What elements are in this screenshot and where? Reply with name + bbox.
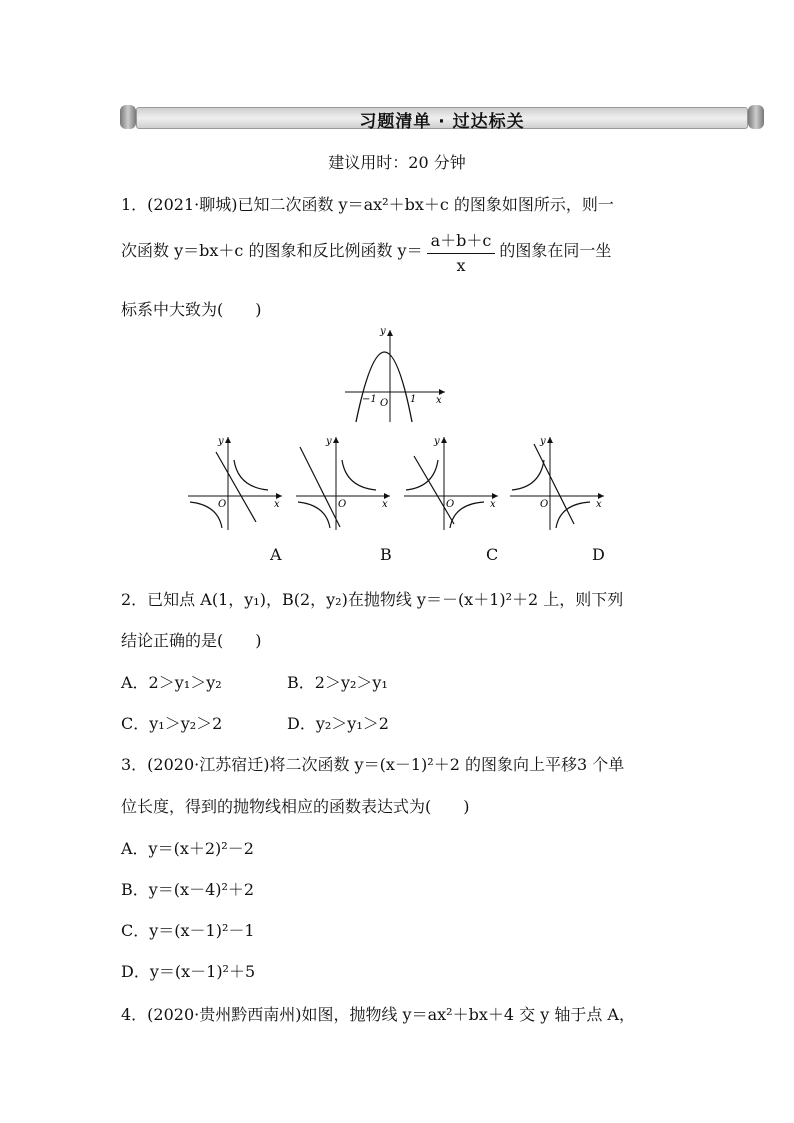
hyperbola-lower bbox=[450, 502, 484, 528]
q2-option-b: B．2＞y₂＞y₁ bbox=[287, 673, 388, 692]
y-axis-arrow bbox=[333, 437, 339, 443]
q3-option-c: C．y＝(x－1)²－1 bbox=[121, 921, 255, 940]
y-axis-label: y bbox=[434, 436, 440, 447]
q2-option-c: C．y₁＞y₂＞2 bbox=[121, 714, 223, 733]
line-graph bbox=[414, 456, 454, 524]
q1-fraction bbox=[427, 228, 496, 275]
q2-option-d: D．y₂＞y₁＞2 bbox=[287, 714, 389, 733]
q3-option-a: A．y＝(x＋2)²－2 bbox=[121, 839, 254, 858]
option-c-graph bbox=[402, 432, 502, 532]
hyperbola-upper bbox=[234, 460, 268, 490]
hyperbola-lower bbox=[298, 502, 330, 528]
origin-label: O bbox=[380, 398, 389, 409]
hyperbola-upper bbox=[342, 460, 376, 490]
q1-line1: 1．(2021·聊城)已知二次函数 y＝ax²＋bx＋c 的图象如图所示，则一 bbox=[121, 195, 614, 214]
origin-label: O bbox=[540, 499, 549, 510]
q3-line1: 3．(2020·江苏宿迁)将二次函数 y＝(x－1)²＋2 的图象向上平移3 个单 bbox=[121, 755, 625, 774]
option-a-graph bbox=[186, 432, 286, 532]
option-c-label: C bbox=[486, 545, 499, 564]
hyperbola-upper bbox=[406, 460, 438, 490]
x-axis-label: x bbox=[274, 499, 280, 510]
option-d-graph bbox=[508, 432, 608, 532]
q3-line2: 位长度，得到的抛物线相应的函数表达式为( ) bbox=[121, 797, 470, 816]
x-axis-label: x bbox=[596, 499, 602, 510]
tick-one: 1 bbox=[410, 394, 417, 405]
line-graph bbox=[300, 447, 340, 527]
q4-line1: 4．(2020·贵州黔西南州)如图，抛物线 y＝ax²＋bx＋4 交 y 轴于点 A， bbox=[121, 1005, 635, 1024]
q2-line2: 结论正确的是( ) bbox=[121, 631, 262, 650]
option-d-label: D bbox=[592, 545, 605, 564]
q1-line2-pre: 次函数 y＝bx＋c 的图象和反比例函数 y＝ bbox=[121, 241, 423, 260]
q1-line2-post: 的图象在同一坐 bbox=[499, 241, 612, 260]
q1-line2 bbox=[121, 228, 611, 275]
q3-option-d: D．y＝(x－1)²＋5 bbox=[121, 962, 256, 981]
x-axis-label: x bbox=[490, 499, 496, 510]
hyperbola-lower bbox=[556, 502, 590, 528]
hyperbola-upper bbox=[512, 460, 544, 490]
y-axis-label: y bbox=[326, 436, 332, 447]
y-axis-label: y bbox=[218, 436, 224, 447]
option-b-graph bbox=[294, 432, 394, 532]
origin-label: O bbox=[446, 499, 455, 510]
y-axis-arrow bbox=[225, 437, 231, 443]
section-title: 习题清单 · 过达标关 bbox=[359, 112, 525, 132]
q1-parabola-figure bbox=[340, 322, 450, 427]
y-axis-arrow bbox=[387, 330, 393, 336]
x-axis-label: x bbox=[382, 499, 388, 510]
origin-label: O bbox=[338, 499, 347, 510]
suggested-time: 建议用时：20 分钟 bbox=[328, 153, 466, 172]
y-axis-label: y bbox=[380, 326, 386, 337]
origin-label: O bbox=[218, 499, 227, 510]
q2-option-a: A．2＞y₁＞y₂ bbox=[121, 673, 222, 692]
y-axis-label: y bbox=[540, 436, 546, 447]
line-graph bbox=[216, 452, 256, 522]
y-axis-arrow bbox=[547, 437, 553, 443]
q1-fraction-numerator: a＋b＋c bbox=[427, 228, 496, 254]
y-axis-arrow bbox=[441, 437, 447, 443]
q3-option-b: B．y＝(x－4)²＋2 bbox=[121, 880, 255, 899]
parabola-curve bbox=[356, 352, 412, 422]
option-a-label: A bbox=[270, 545, 282, 564]
tick-minus-one: −1 bbox=[362, 394, 377, 405]
q2-line1: 2．已知点 A(1，y₁)，B(2，y₂)在抛物线 y＝－(x＋1)²＋2 上，则下列 bbox=[121, 590, 624, 609]
x-axis-label: x bbox=[436, 395, 442, 406]
q1-line3: 标系中大致为( ) bbox=[121, 300, 262, 319]
section-banner bbox=[120, 105, 764, 132]
q1-fraction-denominator: x bbox=[456, 256, 466, 275]
option-b-label: B bbox=[380, 545, 392, 564]
line-graph bbox=[534, 444, 574, 524]
